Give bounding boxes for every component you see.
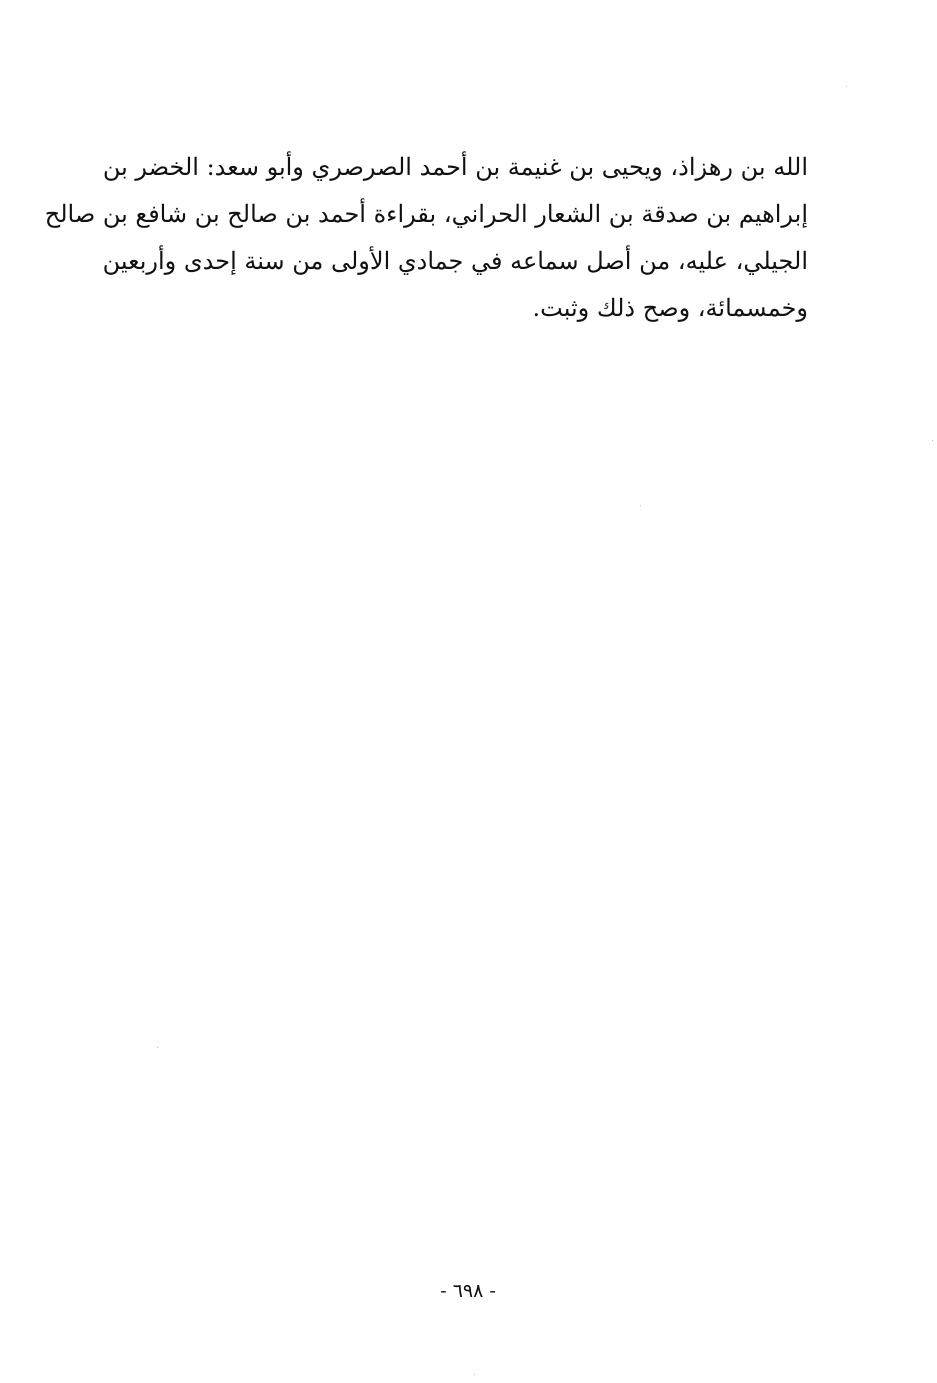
text-line: الله بن رهزاذ، ويحيى بن غنيمة بن أحمد الصرصري وأبو سعد: الخضر بن: [102, 153, 808, 181]
text-line: إبراهيم بن صدقة بن الشعار الحراني، بقراءة أحمد بن صالح بن شافع بن صالح: [44, 200, 808, 228]
body-paragraph: [44, 144, 808, 332]
text-line: وخمسمائة، وصح ذلك وثبت.: [532, 294, 808, 322]
page-number: - ٦٩٨ -: [440, 1280, 496, 1302]
scan-speck: [157, 1047, 158, 1048]
scan-speck: [932, 440, 933, 441]
scan-speck: [846, 86, 847, 87]
scan-speck: [474, 1374, 475, 1375]
text-line: الجيلي، عليه، من أصل سماعه في جمادي الأولى من سنة إحدى وأربعين: [102, 247, 808, 275]
scan-speck: [640, 505, 641, 506]
